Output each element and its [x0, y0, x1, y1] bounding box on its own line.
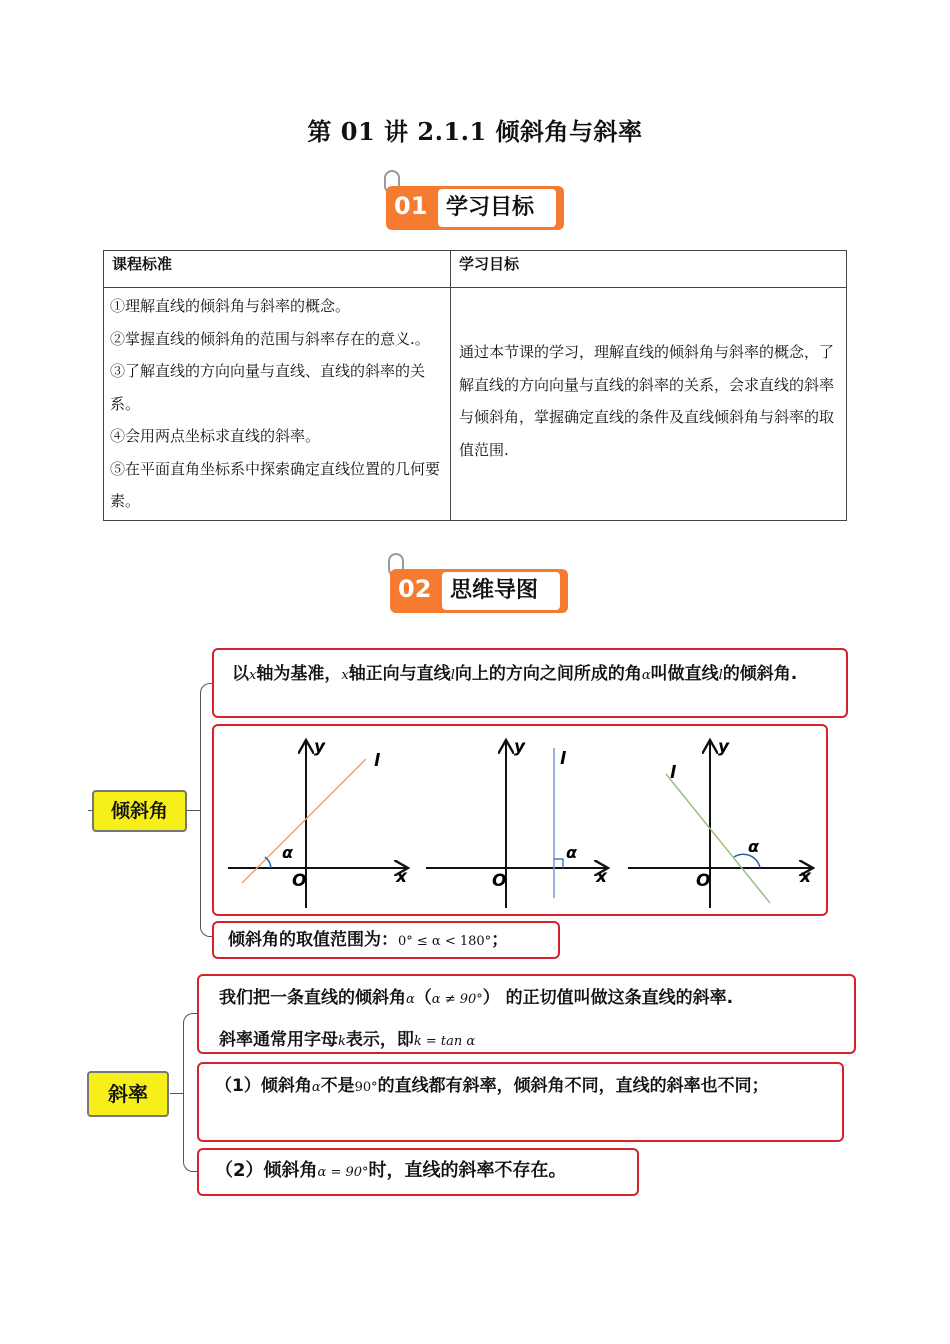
slope-note-2: （2）倾斜角α = 90°时，直线的斜率不存在。 — [197, 1148, 639, 1196]
svg-text:y: y — [718, 737, 730, 757]
svg-text:α: α — [748, 837, 759, 856]
list-item: ①理解直线的倾斜角与斜率的概念。 — [110, 297, 351, 315]
svg-text:O: O — [696, 871, 711, 891]
svg-text:y: y — [514, 737, 526, 757]
graph-vertical — [426, 737, 608, 908]
svg-text:O: O — [292, 871, 307, 891]
svg-text:x: x — [800, 867, 811, 887]
standards-cell — [104, 288, 451, 521]
svg-text:l: l — [374, 751, 380, 771]
bracket-slope — [183, 1013, 198, 1172]
angle-range: 倾斜角的取值范围为：0° ≤ α < 180°； — [212, 921, 560, 959]
angle-graphs-box — [212, 724, 828, 916]
section-label: 学习目标 — [438, 189, 556, 227]
svg-text:l: l — [670, 763, 676, 783]
section-badge-goals — [386, 180, 566, 232]
mindmap-node-angle: 倾斜角 — [92, 790, 187, 832]
slope-definition: 我们把一条直线的倾斜角α（α ≠ 90°） 的正切值叫做这条直线的斜率. 斜率通常用字母k表示，即k = tan α — [197, 974, 856, 1054]
angle-graphs — [214, 726, 825, 913]
table-header-standard: 课程标准 — [104, 251, 451, 288]
graph-obtuse — [628, 737, 812, 908]
list-item: ④会用两点坐标求直线的斜率。 — [110, 427, 321, 445]
svg-text:O: O — [492, 871, 507, 891]
section-number: 02 — [398, 575, 432, 603]
slope-note-1: （1）倾斜角α不是90°的直线都有斜率，倾斜角不同，直线的斜率也不同； — [197, 1062, 844, 1142]
graph-acute — [228, 737, 408, 908]
svg-text:l: l — [560, 749, 566, 769]
svg-text:y: y — [314, 737, 326, 757]
svg-text:x: x — [396, 867, 407, 887]
goal-cell: 通过本节课的学习，理解直线的倾斜角与斜率的概念，了解直线的方向向量与直线的斜率的关系，会求直线的斜率与倾斜角，掌握确定直线的条件及直线倾斜角与斜率的取值范围. — [451, 288, 847, 521]
list-item: ②掌握直线的倾斜角的范围与斜率存在的意义.。 — [110, 329, 430, 348]
list-item: ③了解直线的方向向量与直线、直线的斜率的关系。 — [110, 362, 426, 413]
section-number: 01 — [394, 192, 428, 220]
page-title: 第 01 讲 2.1.1 倾斜角与斜率 — [307, 117, 643, 146]
mindmap-node-slope: 斜率 — [87, 1071, 169, 1117]
standards-table — [103, 250, 847, 521]
svg-text:α: α — [282, 843, 293, 862]
svg-text:α: α — [566, 843, 577, 862]
table-header-goal: 学习目标 — [451, 251, 847, 288]
section-label: 思维导图 — [442, 572, 560, 610]
list-item: ⑤在平面直角坐标系中探索确定直线位置的几何要素。 — [110, 459, 441, 510]
section-badge-mindmap — [390, 563, 570, 615]
angle-definition: 以x轴为基准，x轴正向与直线l向上的方向之间所成的角α叫做直线l的倾斜角. — [212, 648, 848, 718]
svg-text:x: x — [596, 867, 607, 887]
